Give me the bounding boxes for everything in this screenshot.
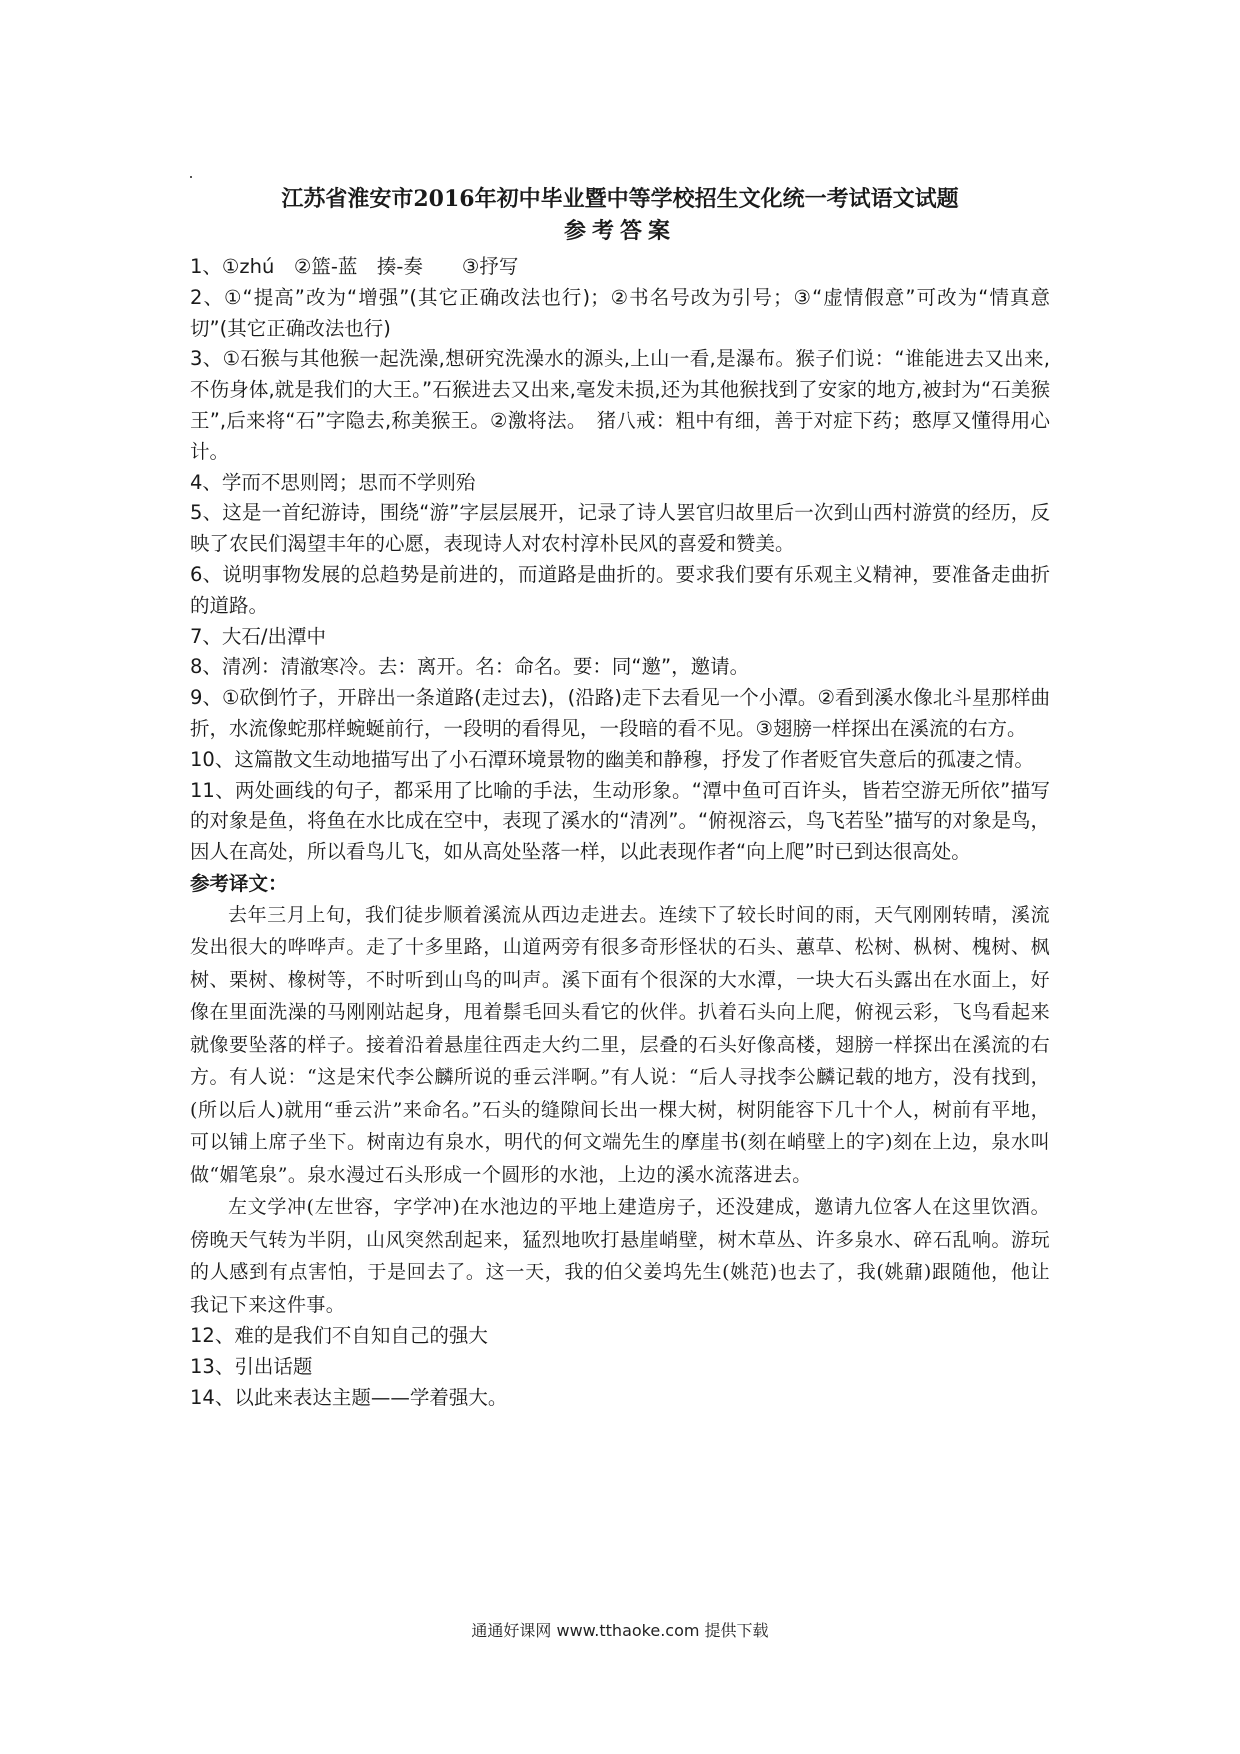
document-subtitle: 参考答案 [563, 218, 676, 244]
answer-7: 7、大石/出潭中 [190, 624, 326, 648]
answer-9: 9、①砍倒竹子，开辟出一条道路(走过去)，(沿路)走下去看见一个小潭。②看到溪水像北斗星那样曲折，水流像蛇那样蜿蜒前行，一段明的看得见，一段暗的看不见。③翅膀一样探出在溪流的右方。 [190, 686, 1050, 740]
answer-3: 3、①石猴与其他猴一起洗澡,想研究洗澡水的源头,上山一看,是瀑布。猴子们说：“谁能进去又出来,不伤身体,就是我们的大王。”石猴进去又出来,毫发未损,还为其他猴找到了安家的地方,被封为“石美猴王”,后来将“石”字隐去,称美猴王。②激将法。 猪八戒：粗中有细，善于对症下药；憨厚又懂得用心计。 [190, 347, 1050, 463]
answer-10: 10、这篇散文生动地描写出了小石潭环境景物的幽美和静穆，抒发了作者贬官失意后的孤凄之情。 [190, 747, 1034, 771]
translation-paragraph-1: 去年三月上旬，我们徒步顺着溪流从西边走进去。连续下了较长时间的雨，天气刚刚转晴，溪流发出很大的哗哗声。走了十多里路，山道两旁有很多奇形怪状的石头、蕙草、松树、枞树、槐树、枫树、栗树、橡树等，不时听到山鸟的叫声。溪下面有个很深的大水潭，一块大石头露出在水面上，好像在里面洗澡的马刚刚站起身，甩着鬃毛回头看它的伙伴。扒着石头向上爬，俯视云彩，飞鸟看起来就像要坠落的样子。接着沿着悬崖往西走大约二里，层叠的石头好像高楼，翅膀一样探出在溪流的右方。有人说：“这是宋代李公麟所说的垂云泮啊。”有人说：“后人寻找李公麟记载的地方，没有找到，(所以后人)就用“垂云沜”来命名。”石头的缝隙间长出一棵大树，树阴能容下几十个人，树前有平地，可以铺上席子坐下。树南边有泉水，明代的何文端先生的摩崖书(刻在峭壁上的字)刻在上边，泉水叫做“媚笔泉”。泉水漫过石头形成一个圆形的水池，上边的溪水流落进去。 [190, 903, 1050, 1186]
answer-1: 1、①zhú ②篮-蓝 揍-奏 ③抒写 [190, 255, 519, 278]
reference-translation-heading: 参考译文： [190, 871, 288, 895]
page-footer: 通通好课网 www.tthaoke.com 提供下载 [471, 1621, 769, 1640]
answer-12: 12、难的是我们不自知自己的强大 [190, 1324, 488, 1348]
answer-11: 11、两处画线的句子，都采用了比喻的手法，生动形象。“潭中鱼可百许头，皆若空游无所依”描写的对象是鱼，将鱼在水比成在空中，表现了溪水的“清冽”。“俯视溶云，鸟飞若坠”描写的对象是鸟，因人在高处，所以看鸟儿飞，如从高处坠落一样，以此表现作者“向上爬”时已到达很高处。 [190, 778, 1050, 864]
answer-5: 5、这是一首纪游诗，围绕“游”字层层展开，记录了诗人罢官归故里后一次到山西村游赏的经历，反映了农民们渴望丰年的心愿，表现诗人对农村淳朴民风的喜爱和赞美。 [190, 501, 1050, 556]
document-title: 江苏省淮安市2016年初中毕业暨中等学校招生文化统一考试语文试题 [281, 186, 959, 212]
answer-13: 13、引出话题 [190, 1355, 313, 1379]
answer-2: 2、①“提高”改为“增强”(其它正确改法也行)；②书名号改为引号；③“虚情假意”可改为“情真意切”(其它正确改法也行) [190, 285, 1050, 340]
answer-4: 4、学而不思则罔；思而不学则殆 [190, 470, 476, 494]
answer-14: 14、以此来表达主题——学着强大。 [190, 1386, 508, 1410]
answer-8: 8、清冽：清澈寒冷。去：离开。名：命名。要：同“邀”，邀请。 [190, 655, 750, 679]
scan-speck [190, 176, 192, 178]
answer-6: 6、说明事物发展的总趋势是前进的，而道路是曲折的。要求我们要有乐观主义精神，要准备走曲折的道路。 [190, 562, 1050, 617]
translation-paragraph-2: 左文学冲(左世容，字学冲)在水池边的平地上建造房子，还没建成，邀请九位客人在这里饮酒。傍晚天气转为半阴，山风突然刮起来，猛烈地吹打悬崖峭壁，树木草丛、许多泉水、碎石乱响。游玩的人感到有点害怕，于是回去了。这一天，我的伯父姜坞先生(姚范)也去了，我(姚鼐)跟随他，他让我记下来这件事。 [190, 1196, 1050, 1316]
answer-content [190, 252, 1050, 1414]
